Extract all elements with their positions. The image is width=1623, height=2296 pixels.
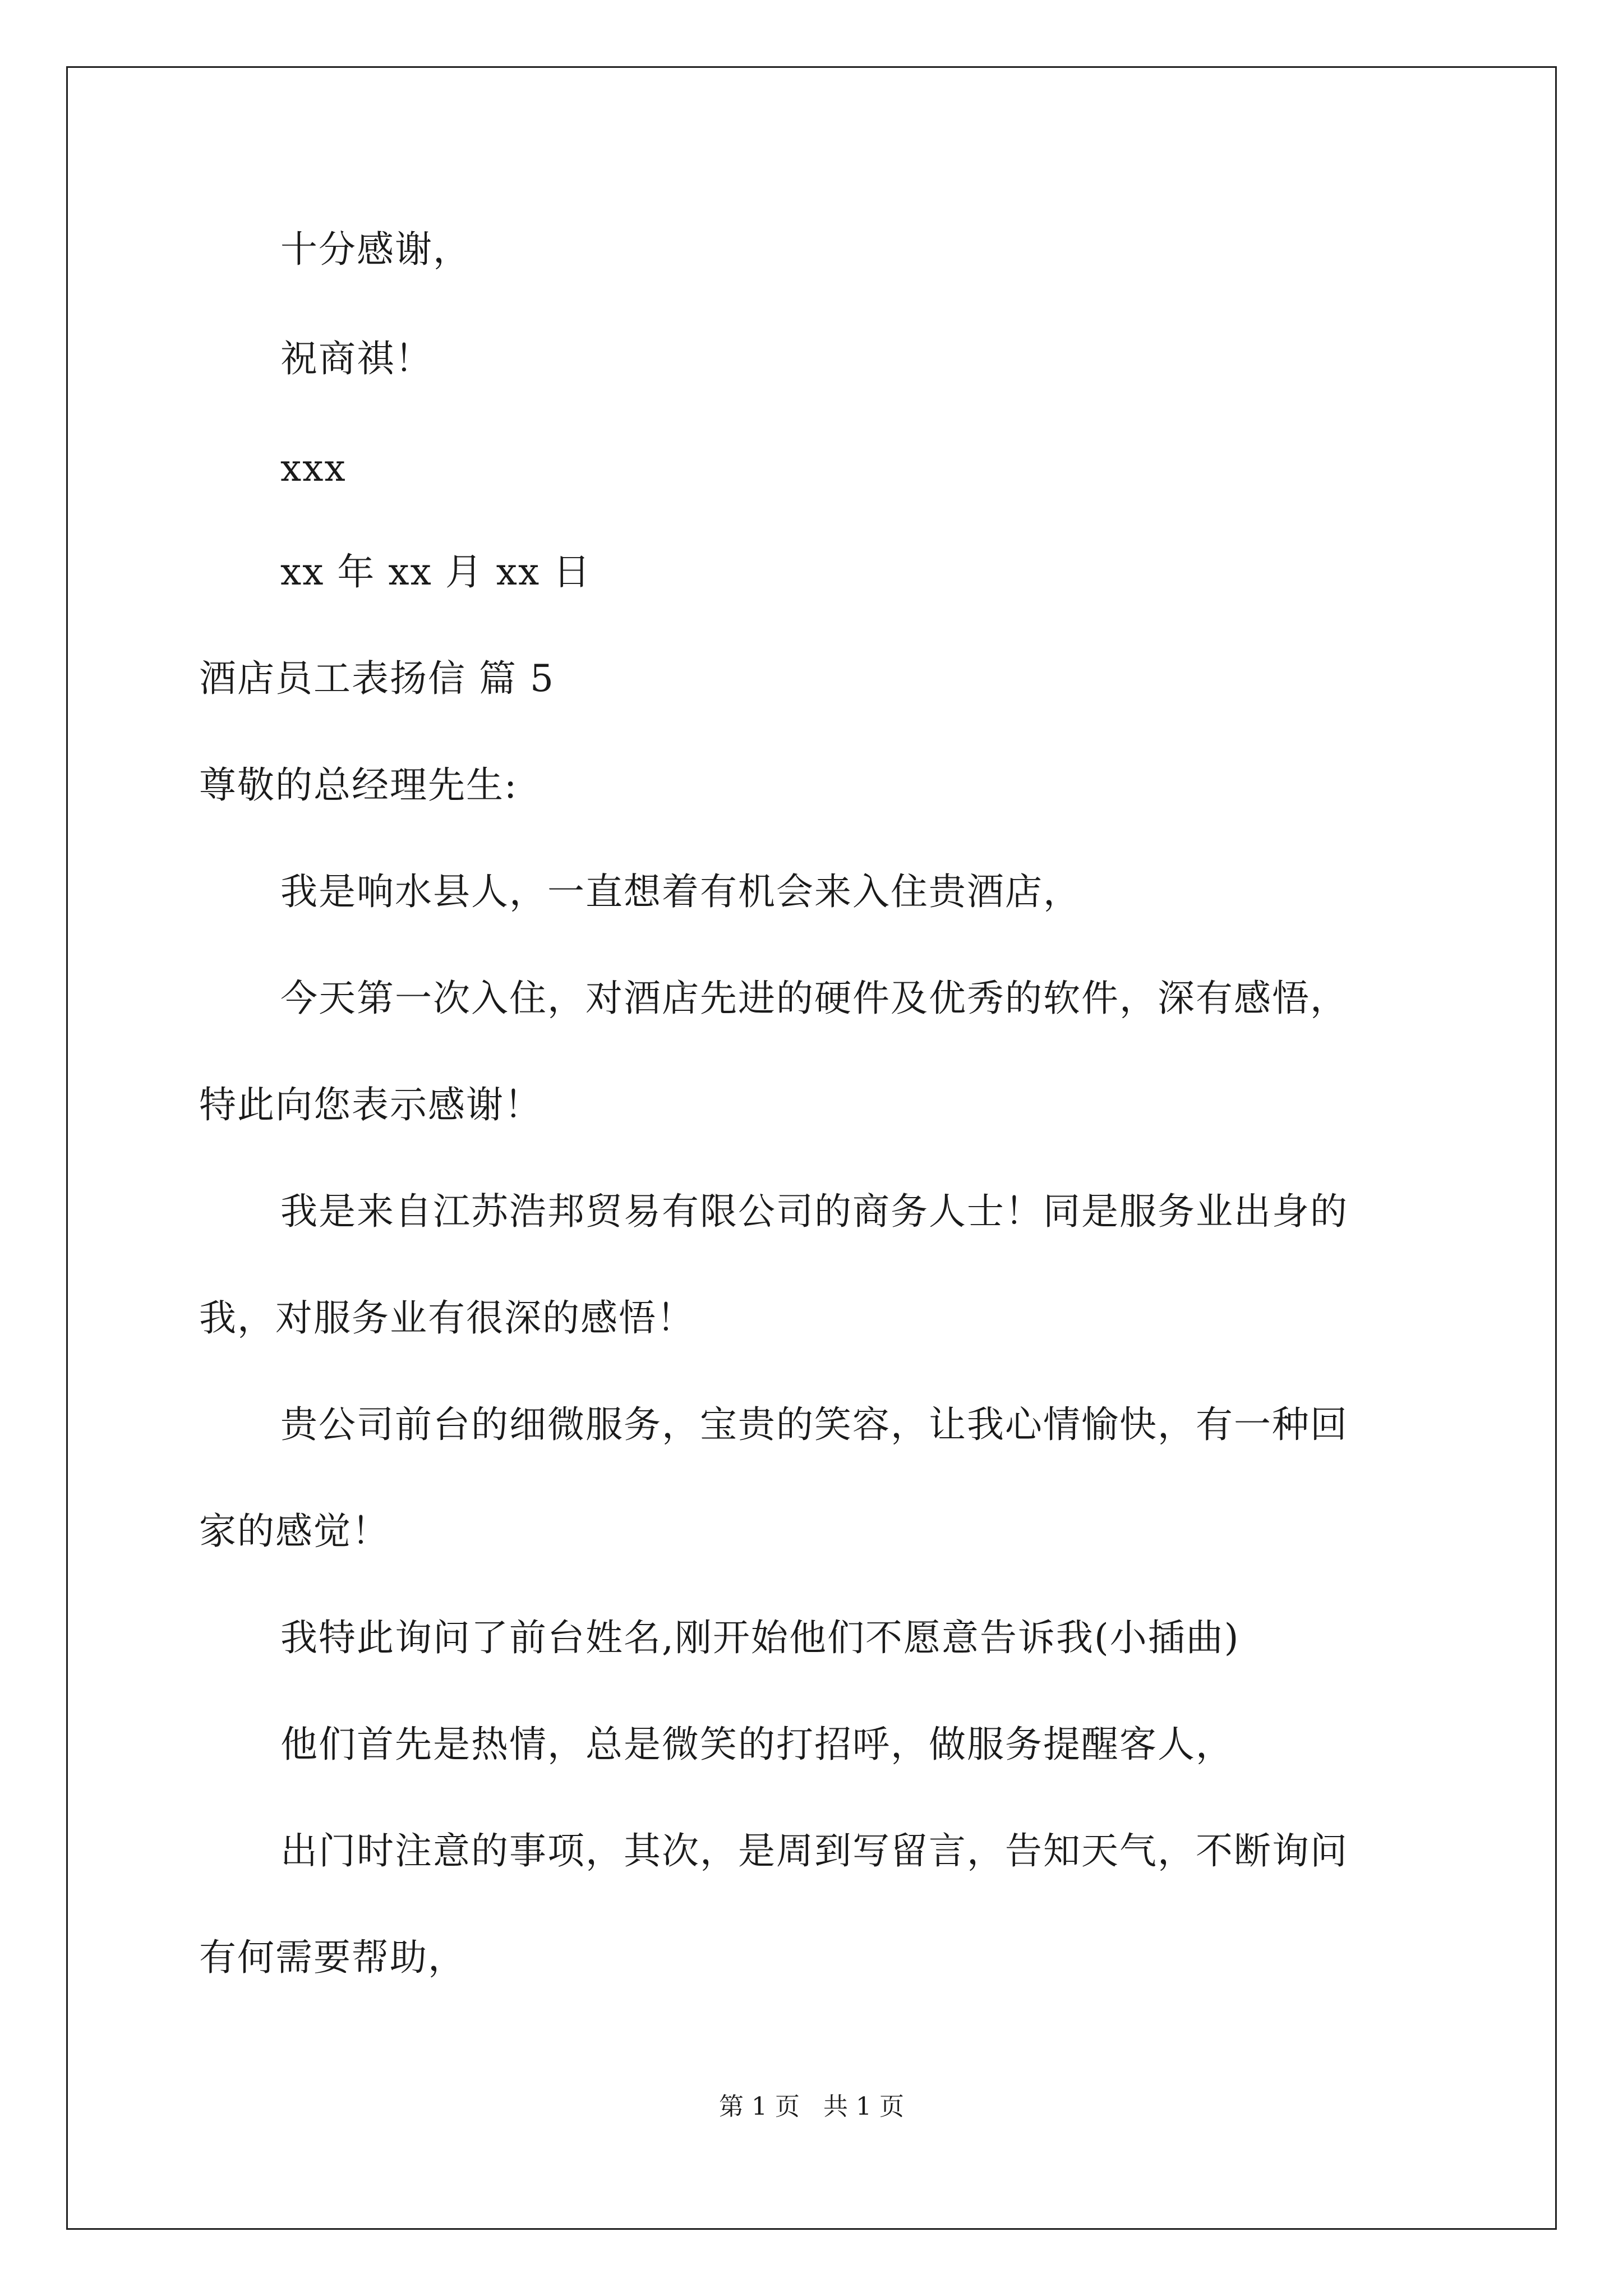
page-frame — [66, 66, 1557, 2230]
paragraph-line: 特此向您表示感谢！ — [199, 1083, 542, 1126]
paragraph-line: 我特此询问了前台姓名,刚开始他们不愿意告诉我(小插曲) — [280, 1616, 1240, 1659]
paragraph-line: 有何需要帮助， — [199, 1936, 466, 1979]
page-footer: 第 1 页 共 1 页 — [719, 2092, 904, 2121]
paragraph-line: 今天第一次入住，对酒店先进的硬件及优秀的软件，深有感悟， — [280, 977, 1348, 1020]
signature-name: xxx — [280, 447, 347, 490]
closing-wishes: 祝商祺！ — [280, 337, 433, 380]
paragraph-line: 出门时注意的事项，其次，是周到写留言，告知天气，不断询问 — [280, 1829, 1348, 1872]
section-title: 酒店员工表扬信 篇 5 — [199, 657, 555, 700]
closing-thanks: 十分感谢， — [280, 228, 471, 271]
signature-date: xx 年 xx 月 xx 日 — [280, 550, 592, 593]
paragraph-line: 我是响水县人，一直想着有机会来入住贵酒店， — [280, 870, 1081, 913]
paragraph-line: 我是来自江苏浩邦贸易有限公司的商务人士！同是服务业出身的 — [280, 1190, 1348, 1233]
paragraph-line: 家的感觉！ — [199, 1510, 390, 1553]
paragraph-line: 我，对服务业有很深的感悟！ — [199, 1296, 695, 1340]
paragraph-line: 贵公司前台的细微服务，宝贵的笑容，让我心情愉快，有一种回 — [280, 1403, 1348, 1446]
salutation: 尊敬的总经理先生: — [199, 763, 518, 807]
paragraph-line: 他们首先是热情，总是微笑的打招呼，做服务提醒客人， — [280, 1723, 1234, 1766]
